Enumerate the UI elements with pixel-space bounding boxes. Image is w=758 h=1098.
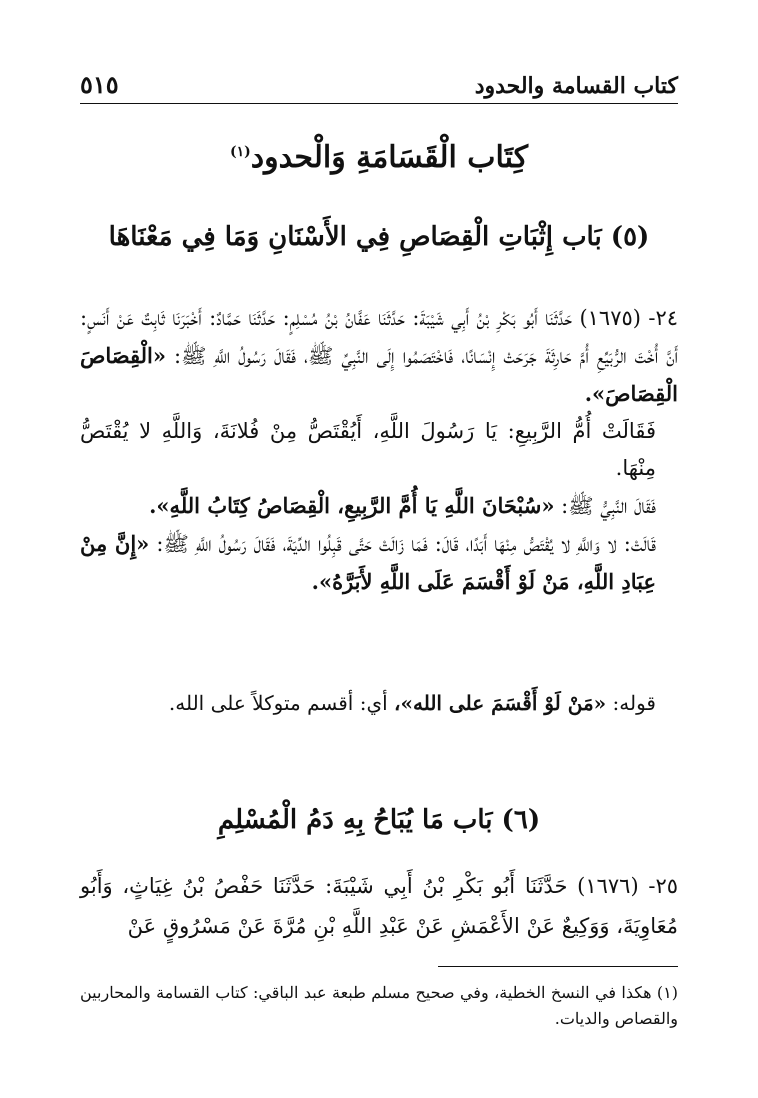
page-header [80,64,678,104]
hadith-24-line1: ٢٤- (١٦٧٥) حَدَّثَنَا أَبُو بَكْرِ بْنُ أَبِي شَيْبَةَ: حَدَّثَنَا عَفَّانُ بْنُ مُسْلِمٍ: حَدَّثَنَا حَمَّادٌ: أَخْبَرَنَا ثَابِتٌ عَنْ أَنَسٍ: أَنَّ أُخْتَ الرُّبَيِّعِ أُمَّ حَارِثَةَ جَرَحَتْ إِنْسَانًا، فَاخْتَصَمُوا إِلَى النَّبِيِّ ﷺ، فَقَالَ رَسُولُ اللَّهِ ﷺ: [80,306,678,368]
book-title-text: كِتَاب الْقَسَامَةِ وَالْحدود [250,140,529,175]
footnote-ref: (١) [229,144,251,160]
hadith-24-line4 [80,525,678,601]
hadith-24-quote3: «إِنَّ مِنْ عِبَادِ اللَّهِ، مَنْ لَوْ أَقْسَمَ عَلَى اللَّهِ لأَبَرَّهُ». [80,531,656,594]
commentary-prefix: قوله: [612,691,656,715]
hadith-24-line3 [80,487,678,525]
hadith-24-line2: فَقَالَتْ أُمُّ الرَّبِيعِ: يَا رَسُولَ اللَّهِ، أَيُقْتَصُّ مِنْ فُلانَةَ، وَاللَّهِ لا يُقْتَصُّ مِنْهَا. [80,419,656,480]
commentary-rest: أي: أقسم متوكلاً على الله. [168,691,388,715]
hadith-24-line4a: قَالَتْ: لا وَاللَّهِ لا يُقْتَصُّ مِنْهَا أَبَدًا، قَالَ: فَمَا زَالَتْ حَتَّى قَبِلُوا الدِّيَةَ، فَقَالَ رَسُولُ اللَّهِ ﷺ: [156,532,656,556]
hadith-24-quote1: «الْقِصَاصَ الْقِصَاصَ». [80,343,678,406]
hadith-25: ٢٥- (١٦٧٦) حَدَّثَنَا أَبُو بَكْرِ بْنُ أَبِي شَيْبَةَ: حَدَّثَنَا حَفْصُ بْنُ غِيَاثٍ، وَأَبُو مُعَاوِيَةَ، وَوَكِيعٌ عَنْ الأَعْمَشِ عَنْ عَبْدِ اللَّهِ بْنِ مُرَّةَ عَنْ مَسْرُوقٍ عَنْ [80,874,679,938]
running-title: كتاب القسامة والحدود [474,73,678,99]
hadith-24-line3a: فَقَالَ النَّبِيُّ ﷺ: [561,494,656,518]
commentary [80,686,678,720]
footnote-divider [438,966,678,967]
footnote-1: (١) هكذا في النسخ الخطية، وفي صحيح مسلم طبعة عبد الباقي: كتاب القسامة والمحاربين والقصاص والديات. [80,983,679,1028]
hadith-24-quote2: «سُبْحَانَ اللَّهِ يَا أُمَّ الرَّبِيعِ، الْقِصَاصُ كِتَابُ اللَّهِ». [149,493,555,518]
chapter-6-title: (٦) بَاب مَا يُبَاحُ بِهِ دَمُ الْمُسْلِمِ [217,805,541,835]
hadith-24 [80,300,678,601]
book-title [80,140,678,175]
page-number: ٥١٥ [80,70,119,99]
hadith-24-isnad [80,300,678,413]
commentary-quote: «مَنْ لَوْ أَقْسَمَ على الله»، [394,691,607,715]
chapter-5-title: (٥) بَاب إِثْبَاتِ الْقِصَاصِ فِي الأَسْنَانِ وَمَا فِي مَعْنَاهَا [108,222,650,252]
